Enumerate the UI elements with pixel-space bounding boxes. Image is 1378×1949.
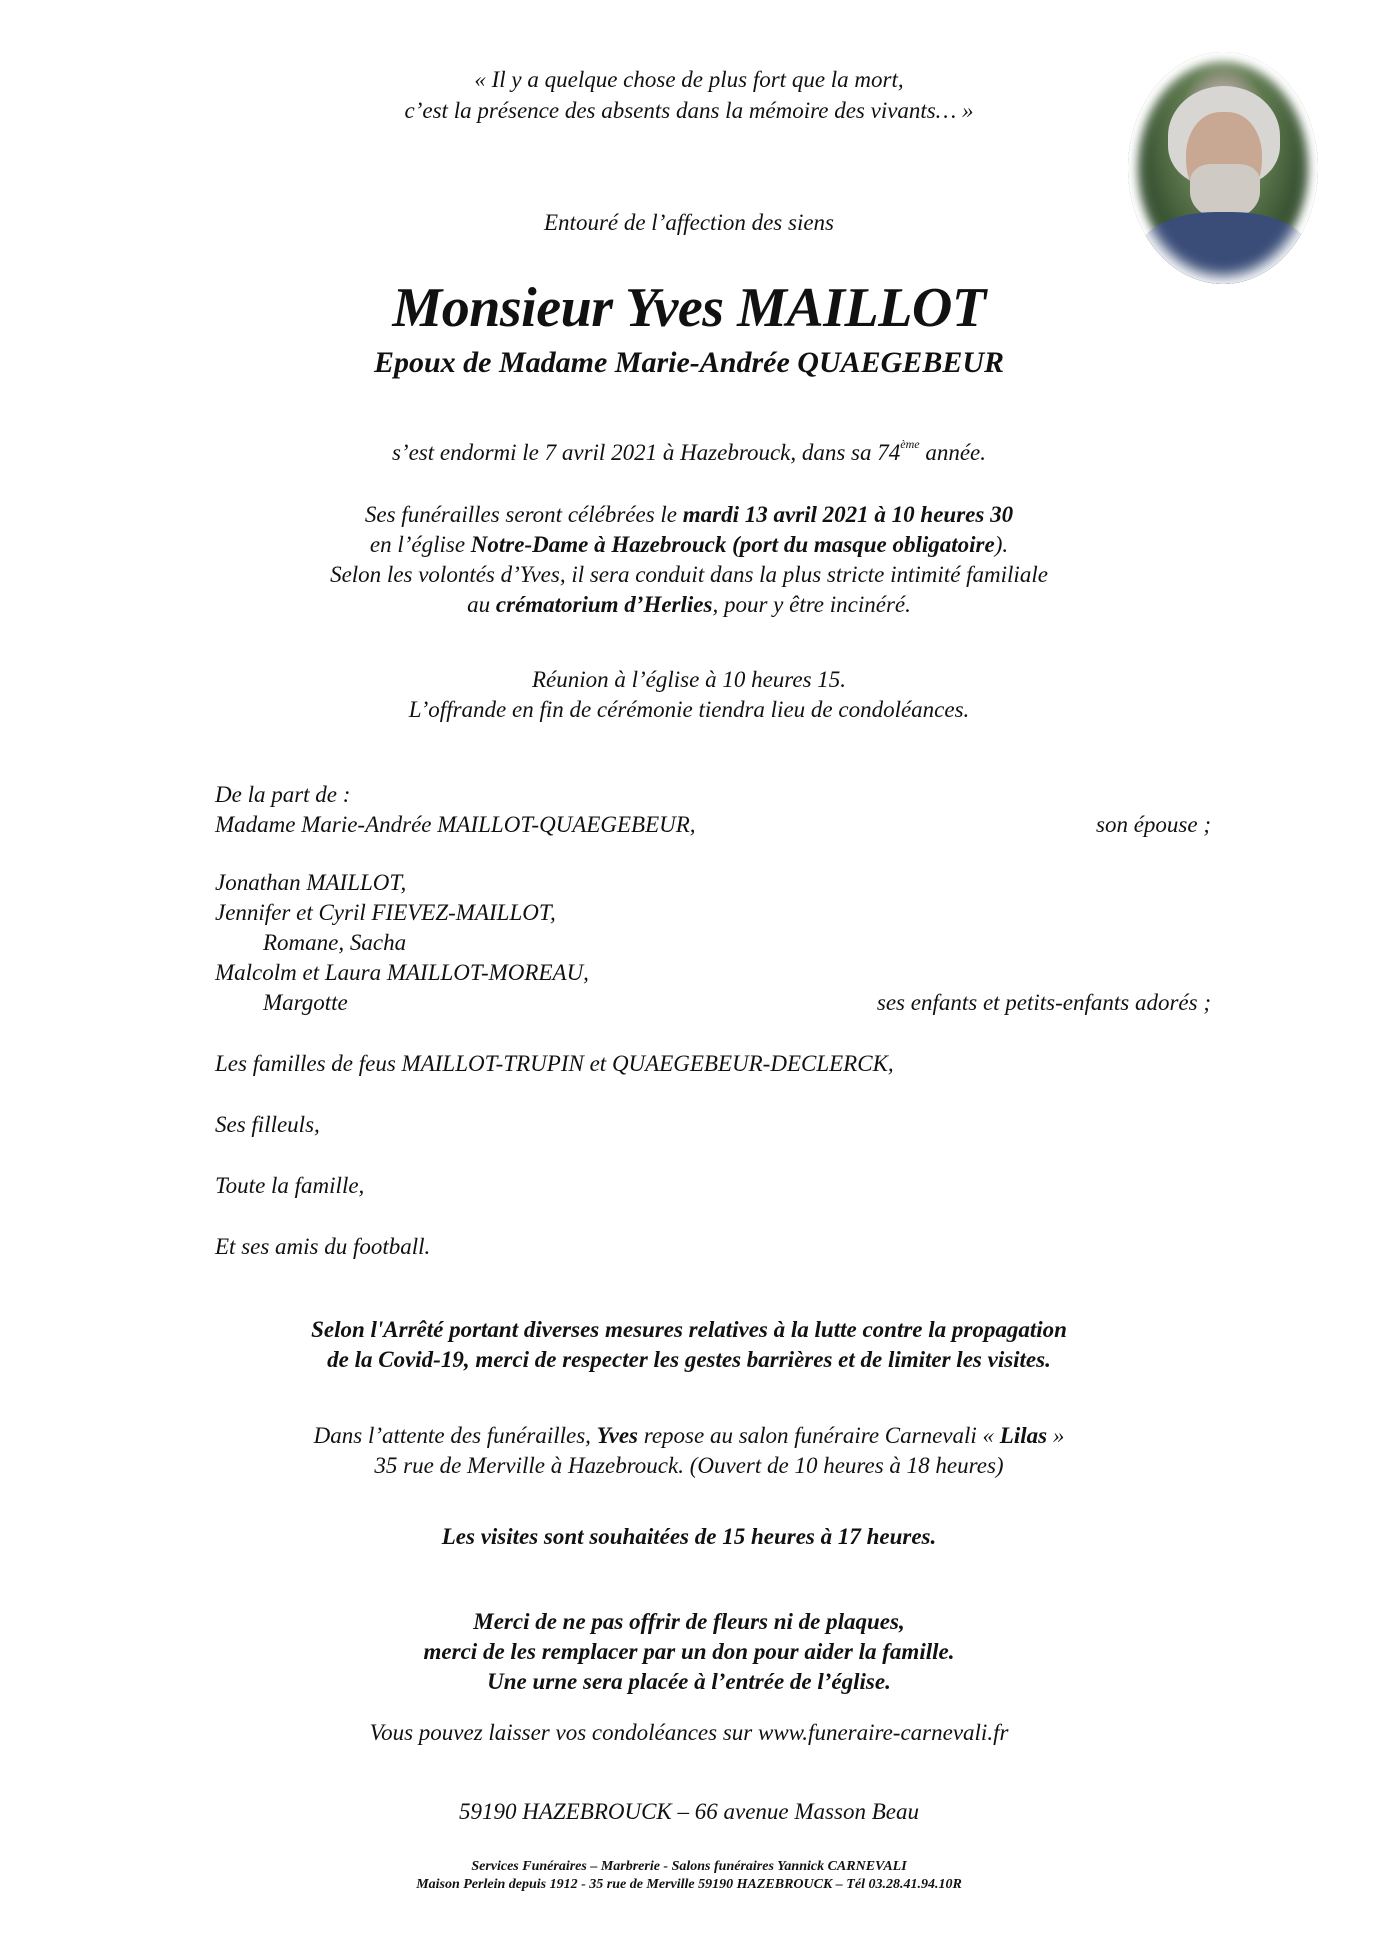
death-announcement: s’est endormi le 7 avril 2021 à Hazebrouck, dans sa 74ème année. xyxy=(391,437,987,465)
quote-line: c’est la présence des absents dans la mémoire des vivants… » xyxy=(404,98,974,123)
family-row: Romane, Sacha xyxy=(263,930,407,955)
family-row: Toute la famille, xyxy=(215,1173,365,1198)
family-row: Les familles de feus MAILLOT-TRUPIN et QUAEGEBEUR-DECLERCK, xyxy=(215,1051,894,1076)
family-row: Ses filleuls, xyxy=(215,1112,320,1137)
family-row: Jonathan MAILLOT, xyxy=(215,870,407,895)
family-row: Malcolm et Laura MAILLOT-MOREAU, xyxy=(215,960,589,985)
no-flowers-notice: Merci de ne pas offrir de fleurs ni de plaques, merci de les remplacer par un don pour aider la famille. Une urne sera placée à l’entrée de l’église. xyxy=(423,1609,955,1694)
family-row: Margotte ses enfants et petits-enfants adorés ; xyxy=(263,990,1211,1015)
family-list xyxy=(215,780,1211,1262)
quote-line: « Il y a quelque chose de plus fort que la mort, xyxy=(474,67,904,92)
address: 59190 HAZEBROUCK – 66 avenue Masson Beau xyxy=(459,1799,919,1824)
funeral-home-footer: Services Funéraires – Marbrerie - Salons funéraires Yannick CARNEVALI Maison Perlein depuis 1912 - 35 rue de Merville 59190 HAZEBROUCK – Tél 03.28.41.94.10R xyxy=(416,1859,962,1892)
condolences-website: Vous pouvez laisser vos condoléances sur www.funeraire-carnevali.fr xyxy=(369,1720,1009,1745)
reunion-details: Réunion à l’église à 10 heures 15. L’offrande en fin de cérémonie tiendra lieu de condoléances. xyxy=(408,667,970,722)
visiting-hours: Les visites sont souhaitées de 15 heures à 17 heures. xyxy=(441,1524,937,1549)
entoure-text: Entouré de l’affection des siens xyxy=(544,210,834,235)
family-row-spouse: Madame Marie-Andrée MAILLOT-QUAEGEBEUR, son épouse ; xyxy=(215,812,1211,837)
funeral-parlor-notice: Dans l’attente des funérailles, Yves repose au salon funéraire Carnevali « Lilas » 35 rue de Merville à Hazebrouck. (Ouvert de 10 heures à 18 heures) xyxy=(313,1423,1065,1478)
family-row: Jennifer et Cyril FIEVEZ-MAILLOT, xyxy=(215,900,556,925)
family-intro: De la part de : xyxy=(215,782,351,807)
portrait-photo xyxy=(1128,52,1318,284)
spouse-subtitle: Epoux de Madame Marie-Andrée QUAEGEBEUR xyxy=(373,346,1005,379)
funeral-details: Ses funérailles seront célébrées le mardi 13 avril 2021 à 10 heures 30 en l’église Notre-Dame à Hazebrouck (port du masque obligatoire). Selon les volontés d’Yves, il sera conduit dans la plus stricte intimité familiale au crématorium d’Herlies, pour y être incinéré. xyxy=(330,502,1048,617)
deceased-name-title: Monsieur Yves MAILLOT xyxy=(392,277,986,339)
family-row: Et ses amis du football. xyxy=(215,1234,431,1259)
covid-notice: Selon l'Arrêté portant diverses mesures relatives à la lutte contre la propagation de la Covid-19, merci de respecter les gestes barrières et de limiter les visites. xyxy=(311,1317,1067,1372)
